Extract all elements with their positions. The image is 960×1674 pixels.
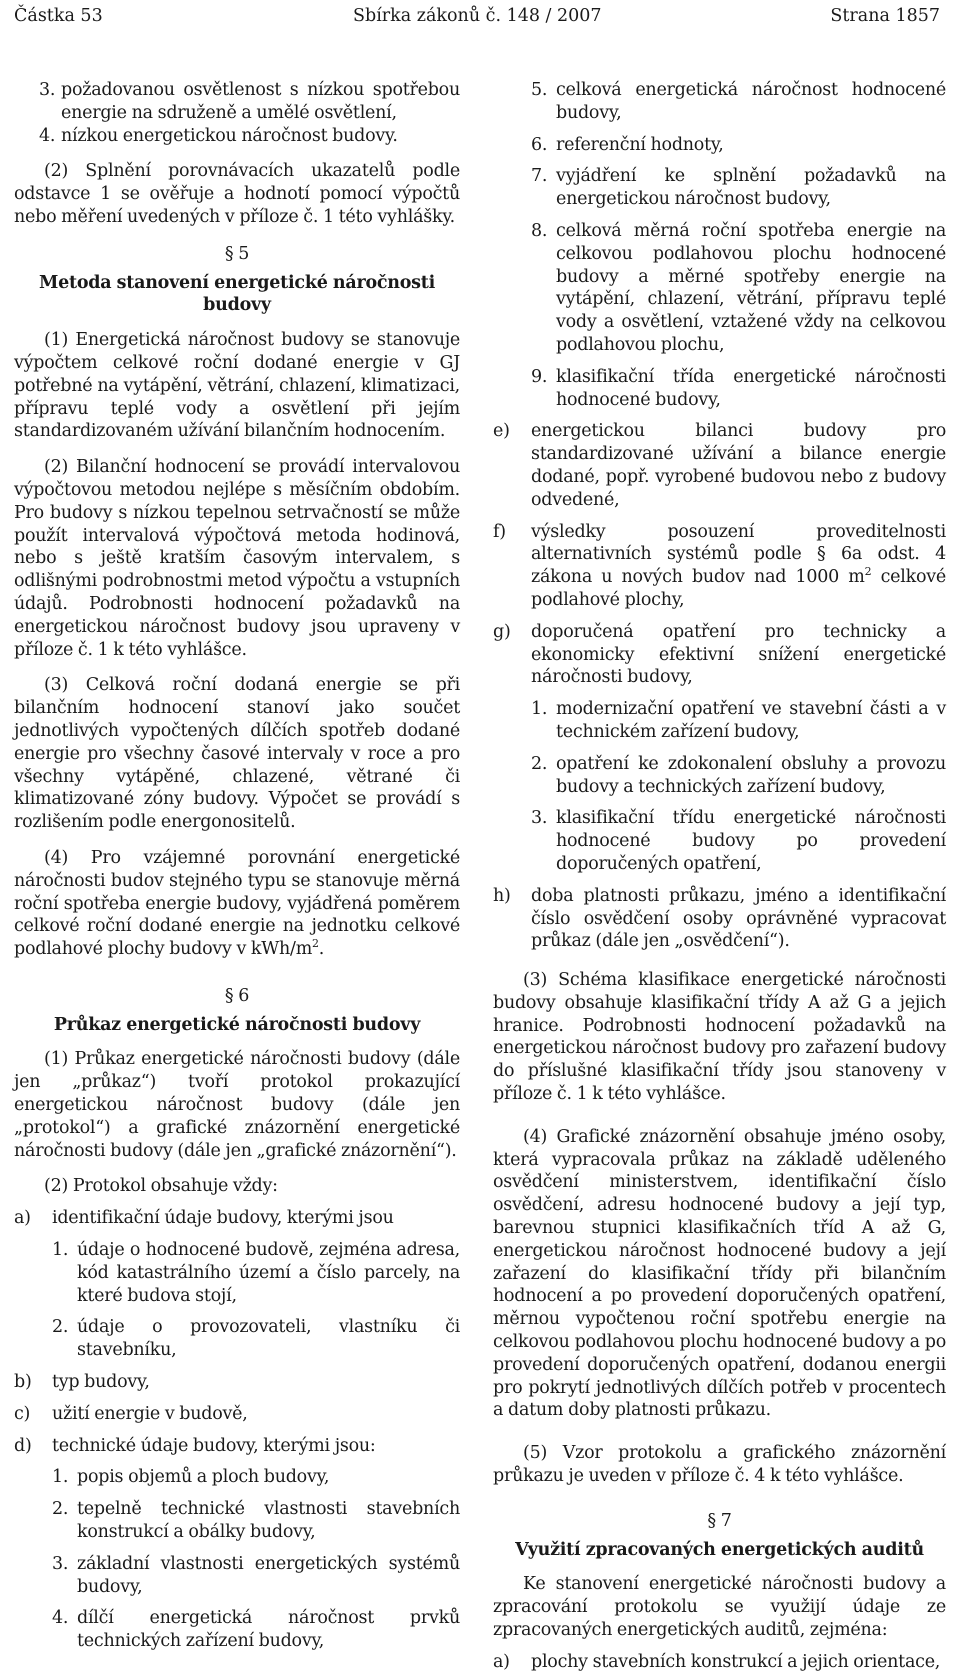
paragraph: (1) Energetická náročnost budovy se stanovuje výpočtem celkové roční dodané energie v GJ potřebné na vytápění, větrání, chlazení, klimatizaci, přípravu teplé vody a osvětlení při jejím standardizovaném užívání bilančním hodnocením. xyxy=(14,330,460,442)
list-item-text: energetickou bilanci budovy pro standardizované užívání a bilance energie dodané, popř. vyrobené budovou nebo z budovy odvedené, xyxy=(531,421,946,510)
list-item-number: 6. xyxy=(531,134,548,155)
list-item-text xyxy=(531,521,946,612)
header-collection-title: Sbírka zákonů č. 148 / 2007 xyxy=(353,6,602,26)
list-item xyxy=(493,807,946,875)
list-item-letter: c) xyxy=(14,1403,31,1424)
list-item-number: 4. xyxy=(52,1608,69,1629)
paragraph: (1) Průkaz energetické náročnosti budovy (dále jen „průkaz“) tvoří protokol prokazující energetickou náročnost budovy (dále jen „protokol“) a grafické znázornění energetické náročnosti budovy (dále jen „grafické znázornění“). xyxy=(14,1049,460,1161)
list-item-text: referenční hodnoty, xyxy=(556,134,724,155)
paragraph: (2) Bilanční hodnocení se provádí intervalovou výpočtovou metodou nejlépe s měsíčním obdobím. Pro budovy s nízkou tepelnou setrvačností se může použít intervalová výpočtová metoda hodinová, nebo s ještě kratším časovým intervalem, s odlišnými podrobnostmi metod výpočtu a vstupních údajů. Podrobnosti hodnocení požadavků na energetickou náročnost budovy jsou upraveny v příloze č. 1 k této vyhlášce. xyxy=(14,457,460,660)
list-item xyxy=(493,1651,946,1674)
list-item-text: opatření ke zdokonalení obsluhy a provozu budovy a technických zařízení budovy, xyxy=(556,753,946,797)
list-item xyxy=(493,753,946,799)
section-title: Průkaz energetické náročnosti budovy xyxy=(53,1014,421,1035)
list-item-letter: e) xyxy=(493,421,510,442)
list-item-number: 3. xyxy=(52,1553,69,1574)
list-item-text: dílčí energetická náročnost prvků technických zařízení budovy, xyxy=(77,1608,460,1652)
list-item xyxy=(14,1207,460,1230)
list-item-number: 3. xyxy=(531,808,548,829)
list-item-number: 1. xyxy=(52,1467,69,1488)
paragraph: Ke stanovení energetické náročnosti budovy a zpracování protokolu se využijí údaje ze zpracovaných energetických auditů, zejména: xyxy=(493,1574,946,1641)
list-item xyxy=(493,885,946,953)
list-item-text: požadovanou osvětlenost s nízkou spotřebou energie na sdruženě a umělé osvětlení, xyxy=(61,80,460,123)
list-item xyxy=(493,220,946,357)
list-item-text: celková měrná roční spotřeba energie na celkovou podlahovou plochu hodnocené budovy a měrné spotřeby energie na vytápění, chlazení, větrání, přípravu teplé vody a osvětlení, vztažené vždy na celkovou podlahovou plochu, xyxy=(556,220,946,355)
list-item-number: 5. xyxy=(531,80,548,100)
superscript: 2 xyxy=(312,937,319,951)
list-item-letter: d) xyxy=(14,1435,32,1456)
list-item-text: klasifikační třída energetické náročnosti hodnocené budovy, xyxy=(556,366,946,410)
section-number: § 6 xyxy=(224,985,250,1006)
list-item xyxy=(493,420,946,511)
paragraph-end: . xyxy=(318,939,325,960)
section-title: Využití zpracovaných energetických auditů xyxy=(515,1539,924,1560)
list-item xyxy=(493,134,946,157)
section-number: § 5 xyxy=(224,243,250,264)
list-item-text: popis objemů a ploch budovy, xyxy=(77,1467,330,1488)
list-item-number: 2. xyxy=(52,1317,69,1338)
paragraph: (2) Splnění porovnávacích ukazatelů podle odstavce 1 se ověřuje a hodnotí pomocí výpočtů nebo měření uvedených v příloze č. 1 této vyhlášky. xyxy=(14,161,460,227)
list-item-text: modernizační opatření ve stavební části a v technickém zařízení budovy, xyxy=(556,699,946,742)
list-item xyxy=(14,1316,460,1362)
list-item-text: tepelně technické vlastnosti stavebních konstrukcí a obálky budovy, xyxy=(77,1499,460,1543)
list-item xyxy=(14,1435,460,1458)
list-item xyxy=(14,1239,460,1307)
list-item xyxy=(14,125,460,148)
list-item xyxy=(14,79,460,125)
list-item-text: základní vlastnosti energetických systémů budovy, xyxy=(77,1553,460,1597)
paragraph: (4) Grafické znázornění obsahuje jméno osoby, která vypracovala průkaz na základě uděleného osvědčení ministerstvem, identifikační číslo osvědčení, adresu hodnocené budovy a její typ, barevnou stupnici klasifikačních tříd A až G, energetickou náročnost hodnocené budovy a její zařazení do klasifikační třídy při bilančním hodnocení a po provedení doporučených opatření, měrnou vypočtenou roční spotřebu energie na celkovou podlahovou plochu hodnocené budovy a po provedení doporučených opatření, dodanou energii pro pokrytí jednotlivých dílčích potřeb v procentech a datum doby platnosti průkazu. xyxy=(493,1126,946,1421)
header-page-number: Strana 1857 xyxy=(830,6,940,26)
list-item-number: 4. xyxy=(39,125,56,146)
list-item-letter: g) xyxy=(493,621,511,642)
list-item-letter: a) xyxy=(493,1651,510,1672)
list-item-number: 2. xyxy=(52,1499,69,1520)
list-item-text: celková energetická náročnost hodnocené budovy, xyxy=(556,80,946,123)
list-item-text: identifikační údaje budovy, kterými jsou xyxy=(52,1208,394,1229)
list-item-number: 1. xyxy=(52,1240,69,1261)
paragraph xyxy=(14,847,460,961)
list-item xyxy=(14,1553,460,1599)
list-item xyxy=(14,1607,460,1653)
list-item-number: 2. xyxy=(531,753,548,774)
page-header xyxy=(0,0,960,34)
list-item-text: typ budovy, xyxy=(52,1372,150,1393)
list-item xyxy=(493,521,946,612)
list-item-text: nízkou energetickou náročnost budovy. xyxy=(61,125,398,146)
list-item-number: 9. xyxy=(531,366,548,387)
list-item xyxy=(493,366,946,412)
list-item-letter: h) xyxy=(493,885,511,906)
list-item-number: 7. xyxy=(531,166,548,187)
list-item-text-part: výsledky posouzení proveditelnosti alternativních systémů podle § 6a odst. 4 zákona u nových budov nad 1000 m xyxy=(531,521,946,588)
list-item xyxy=(14,1466,460,1489)
list-item-text: údaje o hodnocené budově, zejména adresa, kód katastrálního území a číslo parcely, na které budova stojí, xyxy=(77,1240,460,1306)
list-item xyxy=(493,698,946,744)
list-item-text: užití energie v budově, xyxy=(52,1403,248,1424)
list-item-number: 3. xyxy=(39,80,56,100)
list-item-text-part: celkové podlahové plochy, xyxy=(531,567,947,610)
paragraph: (3) Celková roční dodaná energie se při bilančním hodnocení stanoví jako součet jednotlivých vypočtených dílčích spotřeb dodané energie pro všechny časové intervaly v roce a pro všechny vytápěné, chlazené, větrané či klimatizované zóny budovy. Výpočet se provádí s rozlišením podle energonositelů. xyxy=(14,675,460,833)
list-item-text: údaje o provozovateli, vlastníku či stavebníku, xyxy=(77,1317,460,1361)
paragraph: (5) Vzor protokolu a grafického znázornění průkazu je uveden v příloze č. 4 k této vyhlášce. xyxy=(493,1443,946,1487)
list-item-number: 8. xyxy=(531,220,548,241)
paragraph: (2) Protokol obsahuje vždy: xyxy=(44,1176,278,1197)
superscript: 2 xyxy=(864,565,872,579)
list-item-text: plochy stavebních konstrukcí a jejich orientace, xyxy=(531,1651,941,1672)
list-item xyxy=(493,79,946,125)
right-column xyxy=(493,79,946,1674)
list-item-letter: a) xyxy=(14,1208,31,1229)
section-title: Metoda stanovení energetické náročnosti budovy xyxy=(38,272,436,316)
paragraph: (3) Schéma klasifikace energetické náročnosti budovy obsahuje klasifikační třídy A až G a jejich hranice. Podrobnosti hodnocení požadavků na energetickou náročnost budovy pro zařazení budovy do příslušné klasifikační třídy jsou stanoveny v příloze č. 1 k této vyhlášce. xyxy=(493,970,946,1105)
section-number: § 7 xyxy=(707,1510,732,1531)
list-item-number: 1. xyxy=(531,699,548,720)
list-item xyxy=(493,165,946,211)
list-item xyxy=(14,1403,460,1426)
list-item-text: technické údaje budovy, kterými jsou: xyxy=(52,1435,376,1456)
list-item xyxy=(14,1371,460,1394)
left-column xyxy=(14,79,460,1653)
list-item-text: vyjádření ke splnění požadavků na energetickou náročnost budovy, xyxy=(556,166,946,210)
list-item xyxy=(14,1498,460,1544)
list-item-text: klasifikační třídu energetické náročnosti hodnocené budovy po provedení doporučených opatření, xyxy=(556,808,946,874)
list-item-letter: b) xyxy=(14,1372,32,1393)
list-item-text: doporučená opatření pro technicky a ekonomicky efektivní snížení energetické náročnosti budovy, xyxy=(531,621,946,688)
list-item-letter: f) xyxy=(493,521,506,542)
header-part-number: Částka 53 xyxy=(14,6,103,26)
paragraph-text: (4) Pro vzájemné porovnání energetické náročnosti budov stejného typu se stanovuje měrná roční spotřeba energie budovy, vyjádřená poměrem celkové roční dodané energie na jednotku celkové podlahové plochy budovy v kWh/m xyxy=(14,847,460,960)
list-item xyxy=(493,621,946,689)
list-item-text: doba platnosti průkazu, jméno a identifikační číslo osvědčení osoby oprávněné vypracovat průkaz (dále jen „osvědčení“). xyxy=(531,885,946,952)
